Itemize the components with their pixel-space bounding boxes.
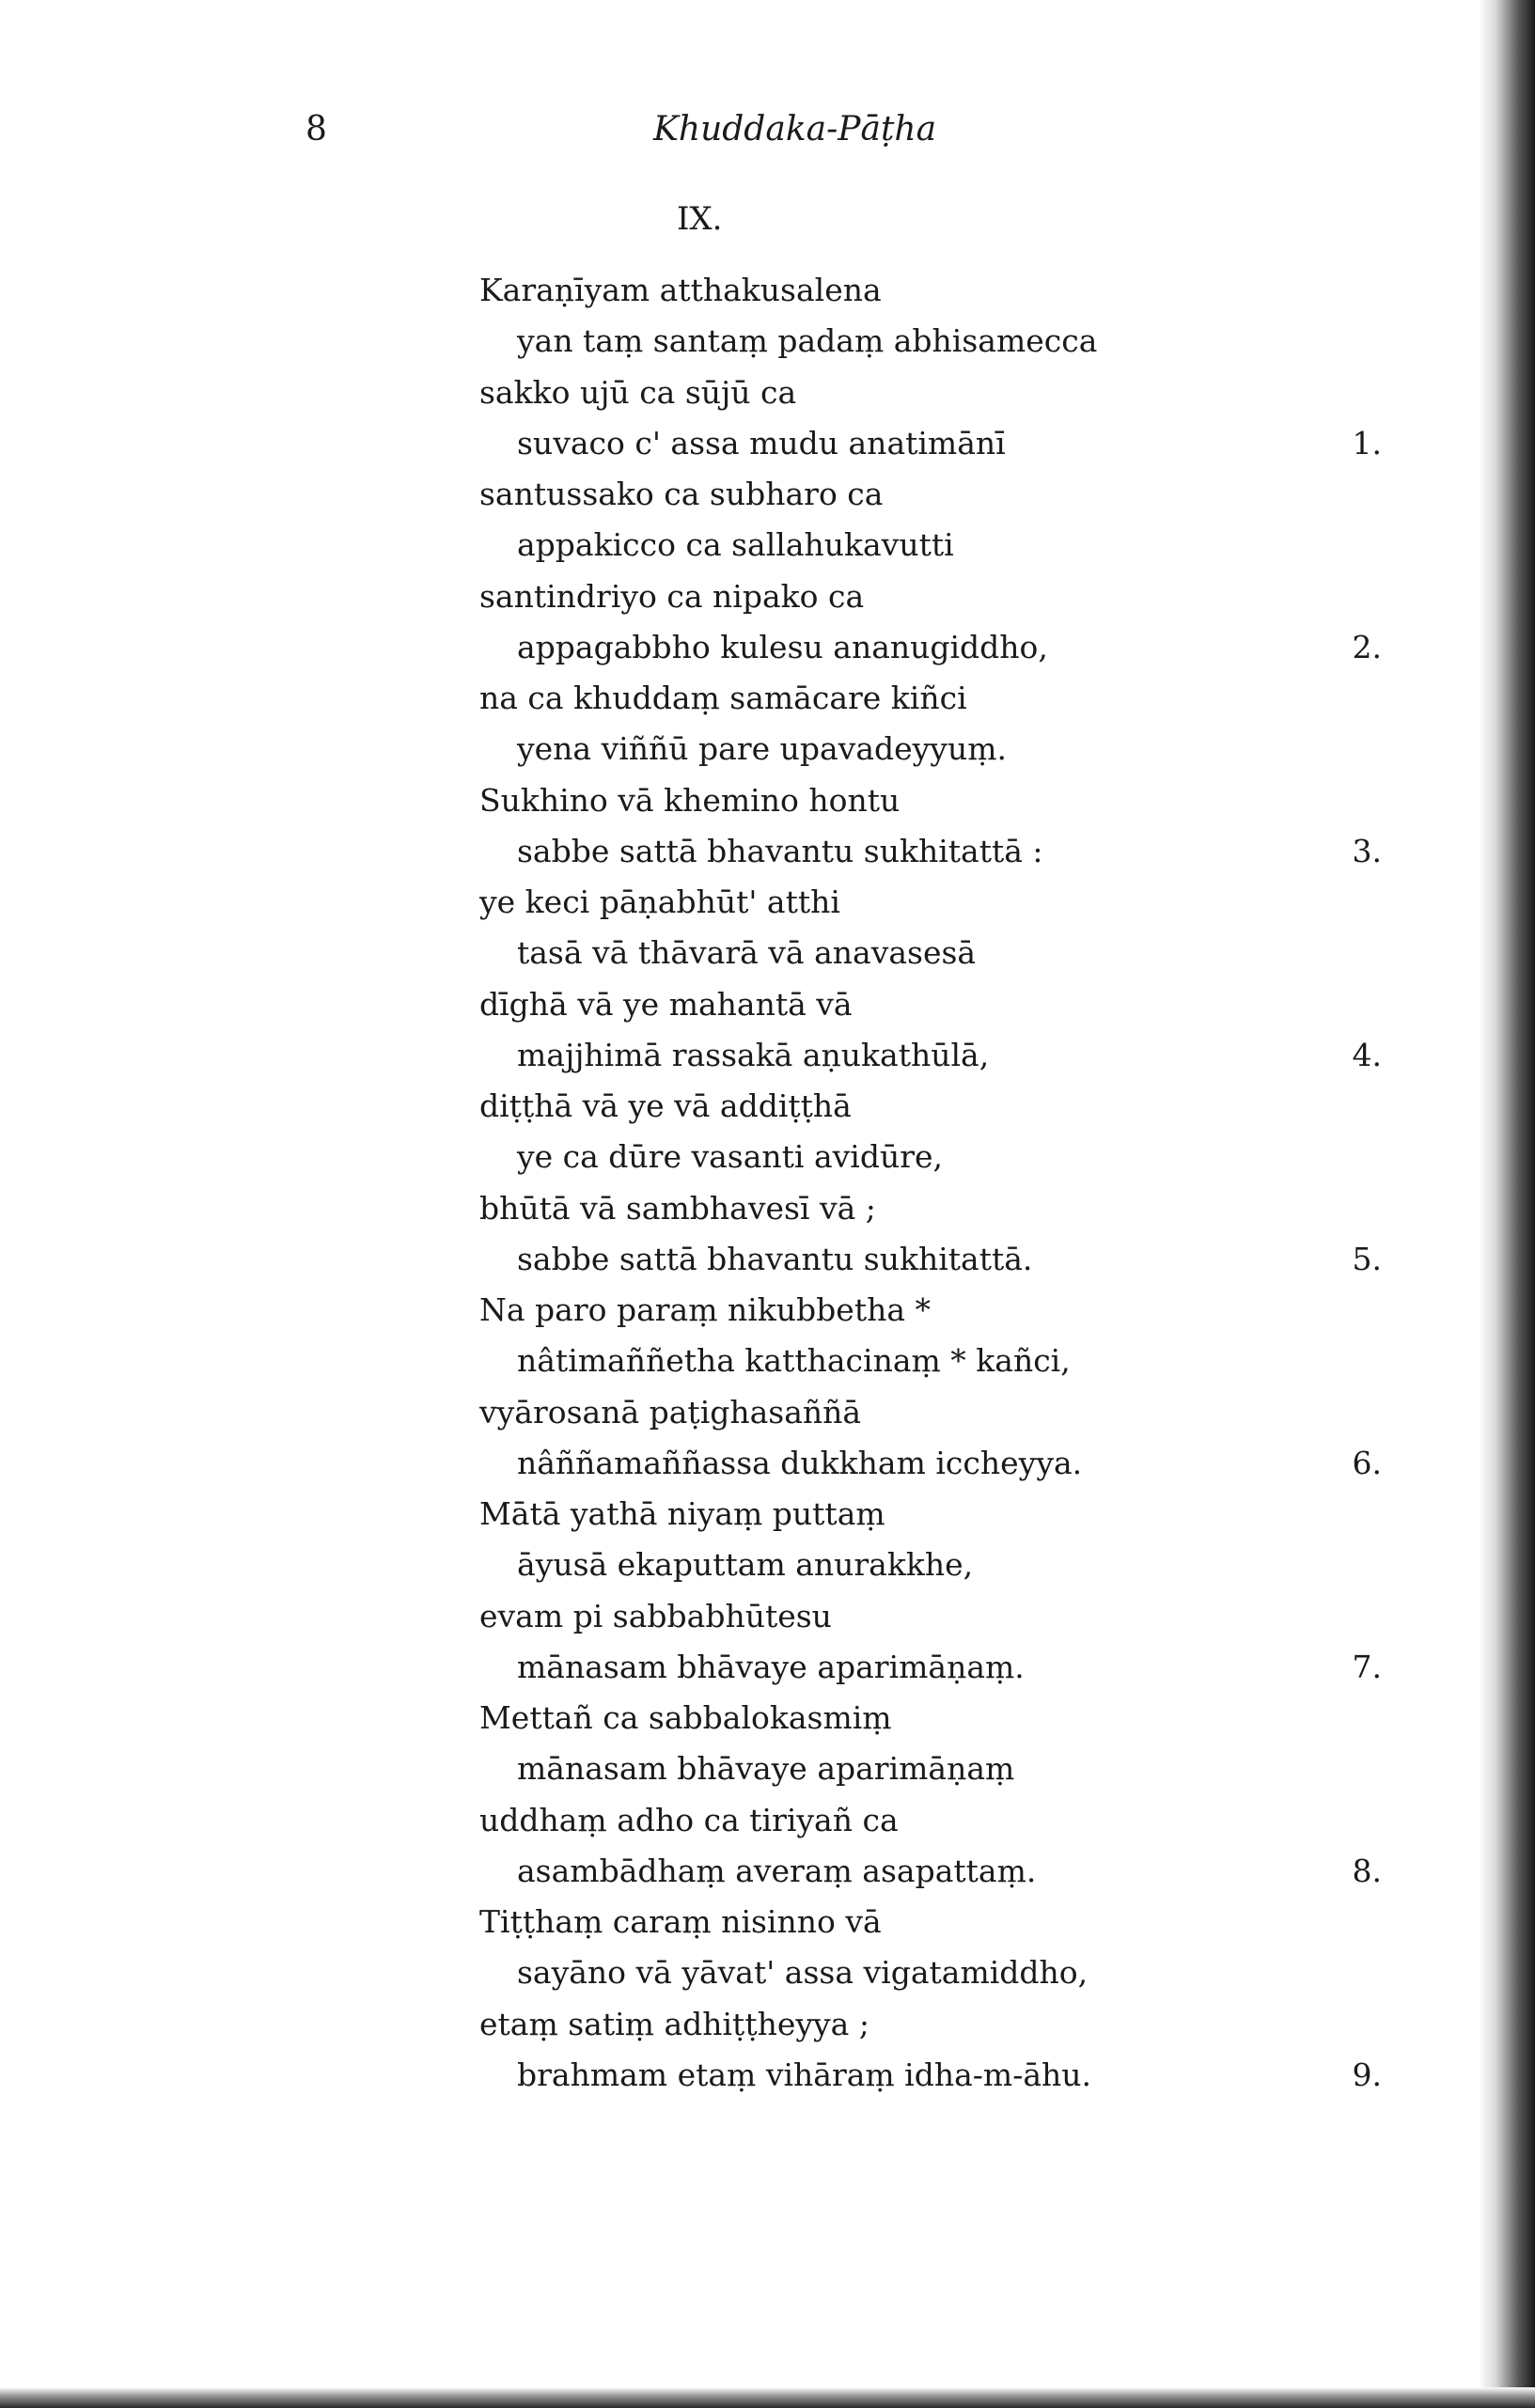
verse-line-text: mānasam bhāvaye aparimāṇaṃ. [517,1648,1025,1685]
verse-line-text: nâtimaññetha katthacinaṃ * kañci, [517,1342,1071,1380]
verse-line-text: ye keci pāṇabhūt' atthi [479,883,840,920]
verse-line-text: sakko ujū ca sūjū ca [479,373,797,411]
verse-line-text: appagabbho kulesu ananugiddho, [517,628,1048,665]
verse-line [479,1132,1382,1182]
verse-line [479,622,1382,673]
verse-number: 4. [1352,1036,1382,1073]
verse-line [479,775,1382,826]
verse-line [479,1336,1382,1386]
verse-line-text: Karaṇīyam atthakusalena [479,272,882,308]
verse-block [479,265,1382,2101]
verse-line-text: yena viññū pare upavadeyyuṃ. [517,730,1007,768]
verse-line-text: bhūtā vā sambhavesī vā ; [479,1189,876,1227]
verse-line [479,826,1382,877]
verse-number: 7. [1352,1648,1382,1685]
verse-line [479,1795,1382,1846]
verse-line [479,1999,1382,2050]
verse-number: 3. [1352,832,1382,869]
verse-line-text: sabbe sattā bhavantu sukhitattā : [517,832,1043,869]
verse-line-text: sabbe sattā bhavantu sukhitattā. [517,1240,1033,1277]
verse-number: 9. [1352,2056,1382,2093]
verse-line-text: yan taṃ santaṃ padaṃ abhisamecca [517,322,1098,360]
page-number: 8 [305,110,327,149]
verse-line [479,1234,1382,1285]
verse-line [479,1081,1382,1132]
verse-line [479,1693,1382,1743]
verse-line-text: na ca khuddaṃ samācare kiñci [479,680,967,716]
verse-line-text: santindriyo ca nipako ca [479,577,865,615]
verse-line [479,1387,1382,1438]
verse-line-text: sayāno vā yāvat' assa vigatamiddho, [517,1954,1089,1992]
verse-line [479,571,1382,622]
verse-line [479,1743,1382,1794]
verse-line [479,1285,1382,1336]
verse-line-text: Mātā yathā niyaṃ puttaṃ [479,1495,885,1532]
verse-line [479,265,1382,316]
verse-line [479,520,1382,571]
verse-line [479,673,1382,724]
verse-line [479,1183,1382,1234]
running-title: Khuddaka-Pāṭha [653,110,937,149]
verse-number: 6. [1352,1444,1382,1481]
section-heading: IX. [677,200,723,238]
verse-line [479,1591,1382,1642]
verse-line [479,1846,1382,1897]
verse-line-text: Tiṭṭhaṃ caraṃ nisinno vā [479,1903,882,1940]
verse-line-text: Na paro paraṃ nikubbetha * [479,1291,932,1328]
verse-line [479,1642,1382,1693]
verse-line [479,418,1382,469]
verse-line-text: mānasam bhāvaye aparimāṇaṃ [517,1750,1015,1788]
verse-line-text: dīghā vā ye mahantā vā [479,985,853,1023]
verse-line [479,1897,1382,1947]
verse-line [479,1489,1382,1540]
verse-number: 8. [1352,1852,1382,1889]
verse-number: 1. [1352,424,1382,461]
verse-line [479,1947,1382,1998]
verse-line [479,1540,1382,1590]
verse-line [479,724,1382,774]
verse-line [479,979,1382,1030]
verse-line-text: evam pi sabbabhūtesu [479,1597,832,1634]
verse-line [479,877,1382,928]
verse-line-text: tasā vā thāvarā vā anavasesā [517,934,977,972]
verse-line-text: vyārosanā paṭighasaññā [479,1393,862,1431]
verse-line-text: uddhaṃ adho ca tiriyañ ca [479,1801,899,1838]
verse-line-text: suvaco c' assa mudu anatimānī [517,424,1006,461]
verse-number: 2. [1352,628,1382,665]
verse-line [479,469,1382,520]
verse-line-text: majjhimā rassakā aṇukathūlā, [517,1036,990,1073]
page-bottom-edge [0,2387,1535,2408]
verse-line [479,1030,1382,1081]
verse-line-text: appakicco ca sallahukavutti [517,526,954,564]
verse-line-text: etaṃ satiṃ adhiṭṭheyya ; [479,2005,869,2042]
verse-line-text: santussako ca subharo ca [479,476,884,512]
page-gutter-shadow [1479,0,1535,2408]
verse-line [479,928,1382,978]
verse-line-text: asambādhaṃ averaṃ asapattaṃ. [517,1852,1037,1889]
verse-line [479,1438,1382,1489]
verse-line [479,316,1382,367]
verse-line-text: āyusā ekaputtam anurakkhe, [517,1546,974,1584]
verse-line-text: Mettañ ca sabbalokasmiṃ [479,1699,892,1736]
verse-number: 5. [1352,1240,1382,1277]
verse-line-text: ye ca dūre vasanti avidūre, [517,1138,944,1176]
verse-line [479,2050,1382,2101]
verse-line-text: nâññamaññassa dukkham iccheyya. [517,1444,1083,1481]
verse-line-text: diṭṭhā vā ye vā addiṭṭhā [479,1087,852,1124]
verse-line-text: Sukhino vā khemino hontu [479,781,901,819]
verse-line [479,367,1382,418]
verse-line-text: brahmam etaṃ vihāraṃ idha-m-āhu. [517,2056,1092,2093]
